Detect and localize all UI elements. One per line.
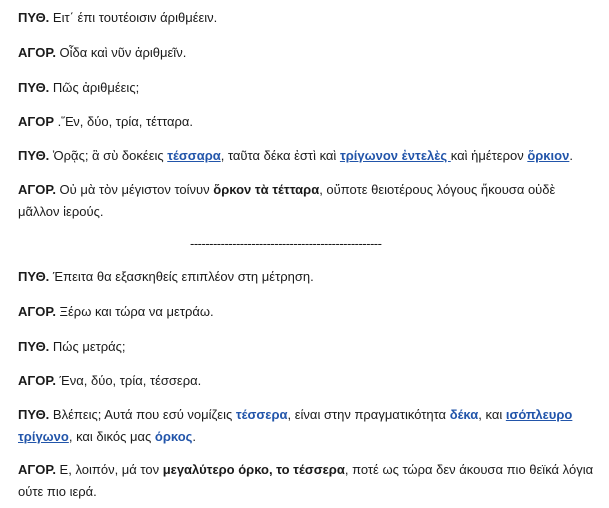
modern-line-4 [18,370,600,392]
modern-line-2 [18,301,600,323]
modern-line-6 [18,459,600,503]
line-text: Ε, λοιπόν, μά τον [55,462,163,477]
term-deka: δέκα [449,407,479,422]
ancient-line-1 [18,7,600,29]
emphasis-text: ὅρκον τὰ τέτταρα [213,182,320,197]
line-text: .Ἕν, δύο, τρία, τέτταρα. [54,114,194,129]
ancient-line-5 [18,145,600,167]
term-isopleuro-trigono-link[interactable]: ισόπλευρο τρίγωνο [18,407,573,444]
line-text: . [192,429,197,444]
line-text: . [569,148,573,163]
term-trigonon-link[interactable]: τρίγωνον ἐντελὲς [339,148,451,163]
speaker-label: ΠΥΘ. [18,10,50,25]
emphasis-text: μεγαλύτερο όρκο, το τέσσερα [162,462,345,477]
modern-line-5 [18,404,600,448]
line-text: Πώς μετράς; [49,339,126,354]
line-text: Βλέπεις; Αυτά που εσύ νομίζεις [49,407,236,422]
section-divider: -------------------------------------------------- [190,236,382,251]
line-text: Ξέρω και τώρα να μετράω. [55,304,214,319]
speaker-label: ΑΓΟΡ. [18,182,56,197]
term-orkion-link[interactable]: ὅρκιον [527,148,570,163]
line-text: Έπειτα θα εξασκηθείς επιπλέον στη μέτρηση. [49,269,314,284]
line-text: Ειτ΄ έπι τουτέοισιν άριθμέειν. [49,10,218,25]
ancient-line-4 [18,111,600,133]
speaker-label: ΠΥΘ. [18,148,50,163]
term-tessara-link[interactable]: τέσσαρα [167,148,221,163]
term-orkos: όρκος [154,429,193,444]
speaker-label: ΠΥΘ. [18,80,50,95]
speaker-label: ΑΓΟΡ [18,114,54,129]
line-text: , ποτέ ως τώρα δεν άκουσα πιο θεϊκά λόγια ούτε πιο ιερά. [18,462,594,499]
line-text: Ένα, δύο, τρία, τέσσερα. [55,373,202,388]
speaker-label: ΑΓΟΡ. [18,45,56,60]
modern-line-1 [18,266,600,288]
term-tessera: τέσσερα [235,407,288,422]
line-text: , οὔποτε θειοτέρους λόγους ἤκουσα οὐδὲ μᾶλλον ἱερούς. [18,182,556,219]
speaker-label: ΠΥΘ. [18,407,50,422]
line-text: , και δικός μας [68,429,155,444]
line-text: Ὁρᾷς; ἃ σὺ δοκέεις [49,148,168,163]
speaker-label: ΑΓΟΡ. [18,304,56,319]
speaker-label: ΑΓΟΡ. [18,373,56,388]
ancient-line-3 [18,77,600,99]
line-text: , είναι στην πραγματικότητα [287,407,450,422]
line-text: Πῶς ἀριθμέεις; [49,80,140,95]
modern-line-3 [18,336,600,358]
ancient-line-6 [18,179,600,223]
line-text: , και [478,407,506,422]
line-text: Οἶδα καὶ νῦν ἀριθμεῖν. [55,45,187,60]
ancient-line-2 [18,42,600,64]
speaker-label: ΠΥΘ. [18,339,50,354]
speaker-label: ΑΓΟΡ. [18,462,56,477]
line-text: , ταῦτα δέκα ἐστὶ καὶ [220,148,340,163]
line-text: Οὐ μὰ τὸν μέγιστον τοίνυν [55,182,214,197]
speaker-label: ΠΥΘ. [18,269,50,284]
line-text: καὶ ἡμέτερον [450,148,528,163]
